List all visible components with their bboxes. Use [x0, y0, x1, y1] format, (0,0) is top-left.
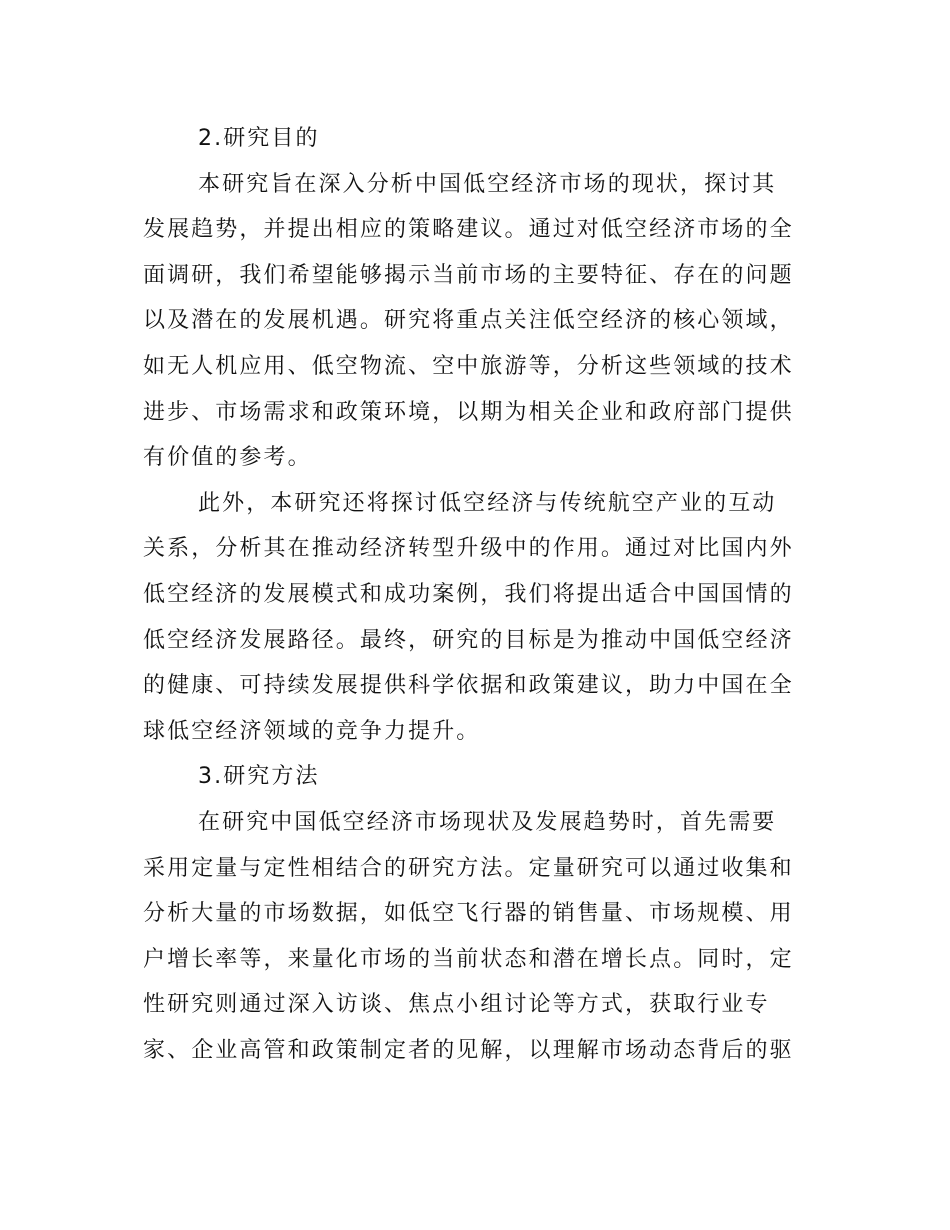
paragraph-line: 采用定量与定性相结合的研究方法。定量研究可以通过收集和 — [143, 855, 794, 881]
document-page — [143, 116, 813, 1073]
paragraph-line: 在研究中国低空经济市场现状及发展趋势时，首先需要 — [198, 809, 777, 835]
paragraph-line: 面调研，我们希望能够揭示当前市场的主要特征、存在的问题 — [143, 262, 794, 288]
paragraph-line: 本研究旨在深入分析中国低空经济市场的现状，探讨其 — [198, 171, 777, 197]
paragraph-line: 球低空经济领域的竞争力提升。 — [143, 718, 481, 744]
paragraph-line: 有价值的参考。 — [143, 445, 312, 471]
paragraph-line: 发展趋势，并提出相应的策略建议。通过对低空经济市场的全 — [143, 217, 794, 243]
paragraph-line: 性研究则通过深入访谈、焦点小组讨论等方式，获取行业专 — [143, 992, 770, 1018]
paragraph-line: 低空经济的发展模式和成功案例，我们将提出适合中国国情的 — [143, 581, 794, 607]
paragraph-line: 家、企业高管和政策制定者的见解，以理解市场动态背后的驱 — [143, 1037, 794, 1063]
paragraph-line: 分析大量的市场数据，如低空飞行器的销售量、市场规模、用 — [143, 901, 794, 927]
section-heading-research-purpose: 2.研究目的 — [198, 126, 320, 151]
paragraph-line: 进步、市场需求和政策环境，以期为相关企业和政府部门提供 — [143, 399, 794, 425]
paragraph-line: 如无人机应用、低空物流、空中旅游等，分析这些领域的技术 — [143, 353, 794, 379]
paragraph-line: 的健康、可持续发展提供科学依据和政策建议，助力中国在全 — [143, 673, 794, 699]
paragraph-line: 低空经济发展路径。最终，研究的目标是为推动中国低空经济 — [143, 627, 794, 653]
paragraph-line: 关系，分析其在推动经济转型升级中的作用。通过对比国内外 — [143, 536, 794, 562]
paragraph-research-purpose-2 — [143, 481, 813, 755]
paragraph-line: 户增长率等，来量化市场的当前状态和潜在增长点。同时，定 — [143, 946, 794, 972]
paragraph-research-purpose-1 — [143, 162, 813, 481]
section-heading-research-method: 3.研究方法 — [198, 764, 320, 790]
paragraph-research-method-1 — [143, 800, 813, 1074]
paragraph-line: 此外，本研究还将探讨低空经济与传统航空产业的互动 — [198, 490, 777, 516]
paragraph-line: 以及潜在的发展机遇。研究将重点关注低空经济的核心领域， — [143, 308, 794, 334]
